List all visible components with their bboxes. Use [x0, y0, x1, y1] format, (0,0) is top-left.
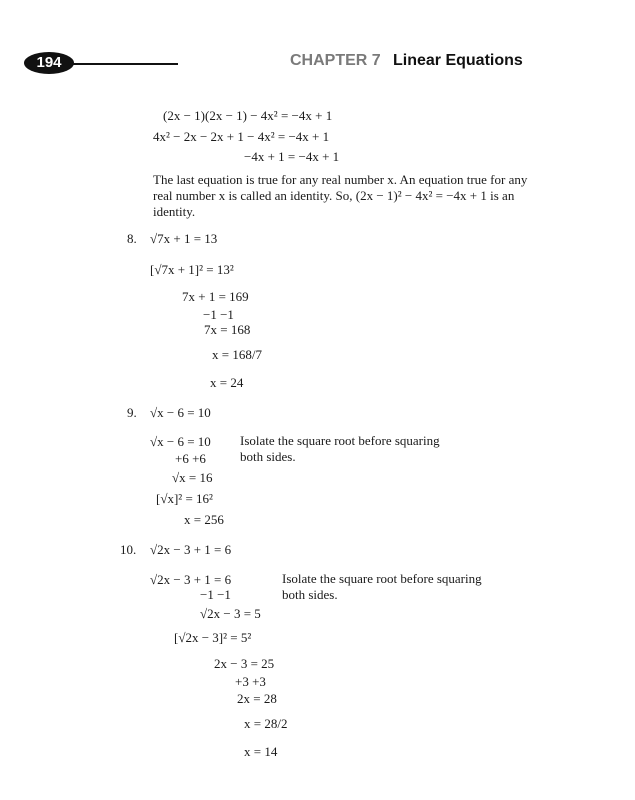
prev-line-3: −4x + 1 = −4x + 1	[244, 149, 340, 164]
problem-10-step-2: −1 −1	[200, 587, 231, 602]
header-rule	[70, 63, 178, 65]
problem-8-step-3: −1 −1	[203, 307, 234, 322]
prev-line-2: 4x² − 2x − 2x + 1 − 4x² = −4x + 1	[153, 129, 330, 144]
problem-8-number: 8.	[127, 231, 137, 246]
problem-9-step-2: +6 +6	[175, 451, 206, 466]
problem-10-step-6: +3 +3	[235, 674, 266, 689]
chapter-label: CHAPTER 7	[290, 52, 381, 69]
chapter-title: Linear Equations	[393, 52, 523, 69]
problem-9-note: Isolate the square root before squaring both sides.	[240, 433, 440, 464]
problem-10-step-7: 2x = 28	[237, 691, 277, 706]
problem-10-step-5: 2x − 3 = 25	[214, 656, 275, 671]
problem-8-step-4: 7x = 168	[204, 322, 251, 337]
problem-8-step-6: x = 24	[210, 375, 244, 390]
problem-10-step-9: x = 14	[244, 744, 278, 759]
problem-8-step-5: x = 168/7	[212, 347, 262, 362]
problem-9-step-4: [√x]² = 16²	[156, 491, 213, 506]
problem-9-step-5: x = 256	[184, 512, 224, 527]
page-number-badge: 194	[24, 52, 74, 74]
prev-line-1: (2x − 1)(2x − 1) − 4x² = −4x + 1	[163, 108, 333, 123]
problem-9-step-3: √x = 16	[172, 470, 213, 485]
problem-8-step-1: [√7x + 1]² = 13²	[150, 262, 234, 277]
problem-10-number: 10.	[120, 542, 137, 557]
identity-paragraph: The last equation is true for any real number x. An equation true for any real number x is called an identity. So, (2x − 1)² − 4x² = −4x + 1 is an identity.	[153, 172, 528, 219]
problem-8-step-2: 7x + 1 = 169	[182, 289, 249, 304]
problem-9-step-1: √x − 6 = 10	[150, 434, 211, 449]
problem-10-step-4: [√2x − 3]² = 5²	[174, 630, 252, 645]
problem-9-number: 9.	[127, 405, 137, 420]
problem-9-statement: √x − 6 = 10	[150, 405, 211, 420]
problem-10-step-1: √2x − 3 + 1 = 6	[150, 572, 232, 587]
problem-10-statement: √2x − 3 + 1 = 6	[150, 542, 232, 557]
problem-10-note: Isolate the square root before squaring both sides.	[282, 571, 482, 602]
problem-10-step-8: x = 28/2	[244, 716, 288, 731]
problem-8-statement: √7x + 1 = 13	[150, 231, 218, 246]
problem-10-step-3: √2x − 3 = 5	[200, 606, 261, 621]
